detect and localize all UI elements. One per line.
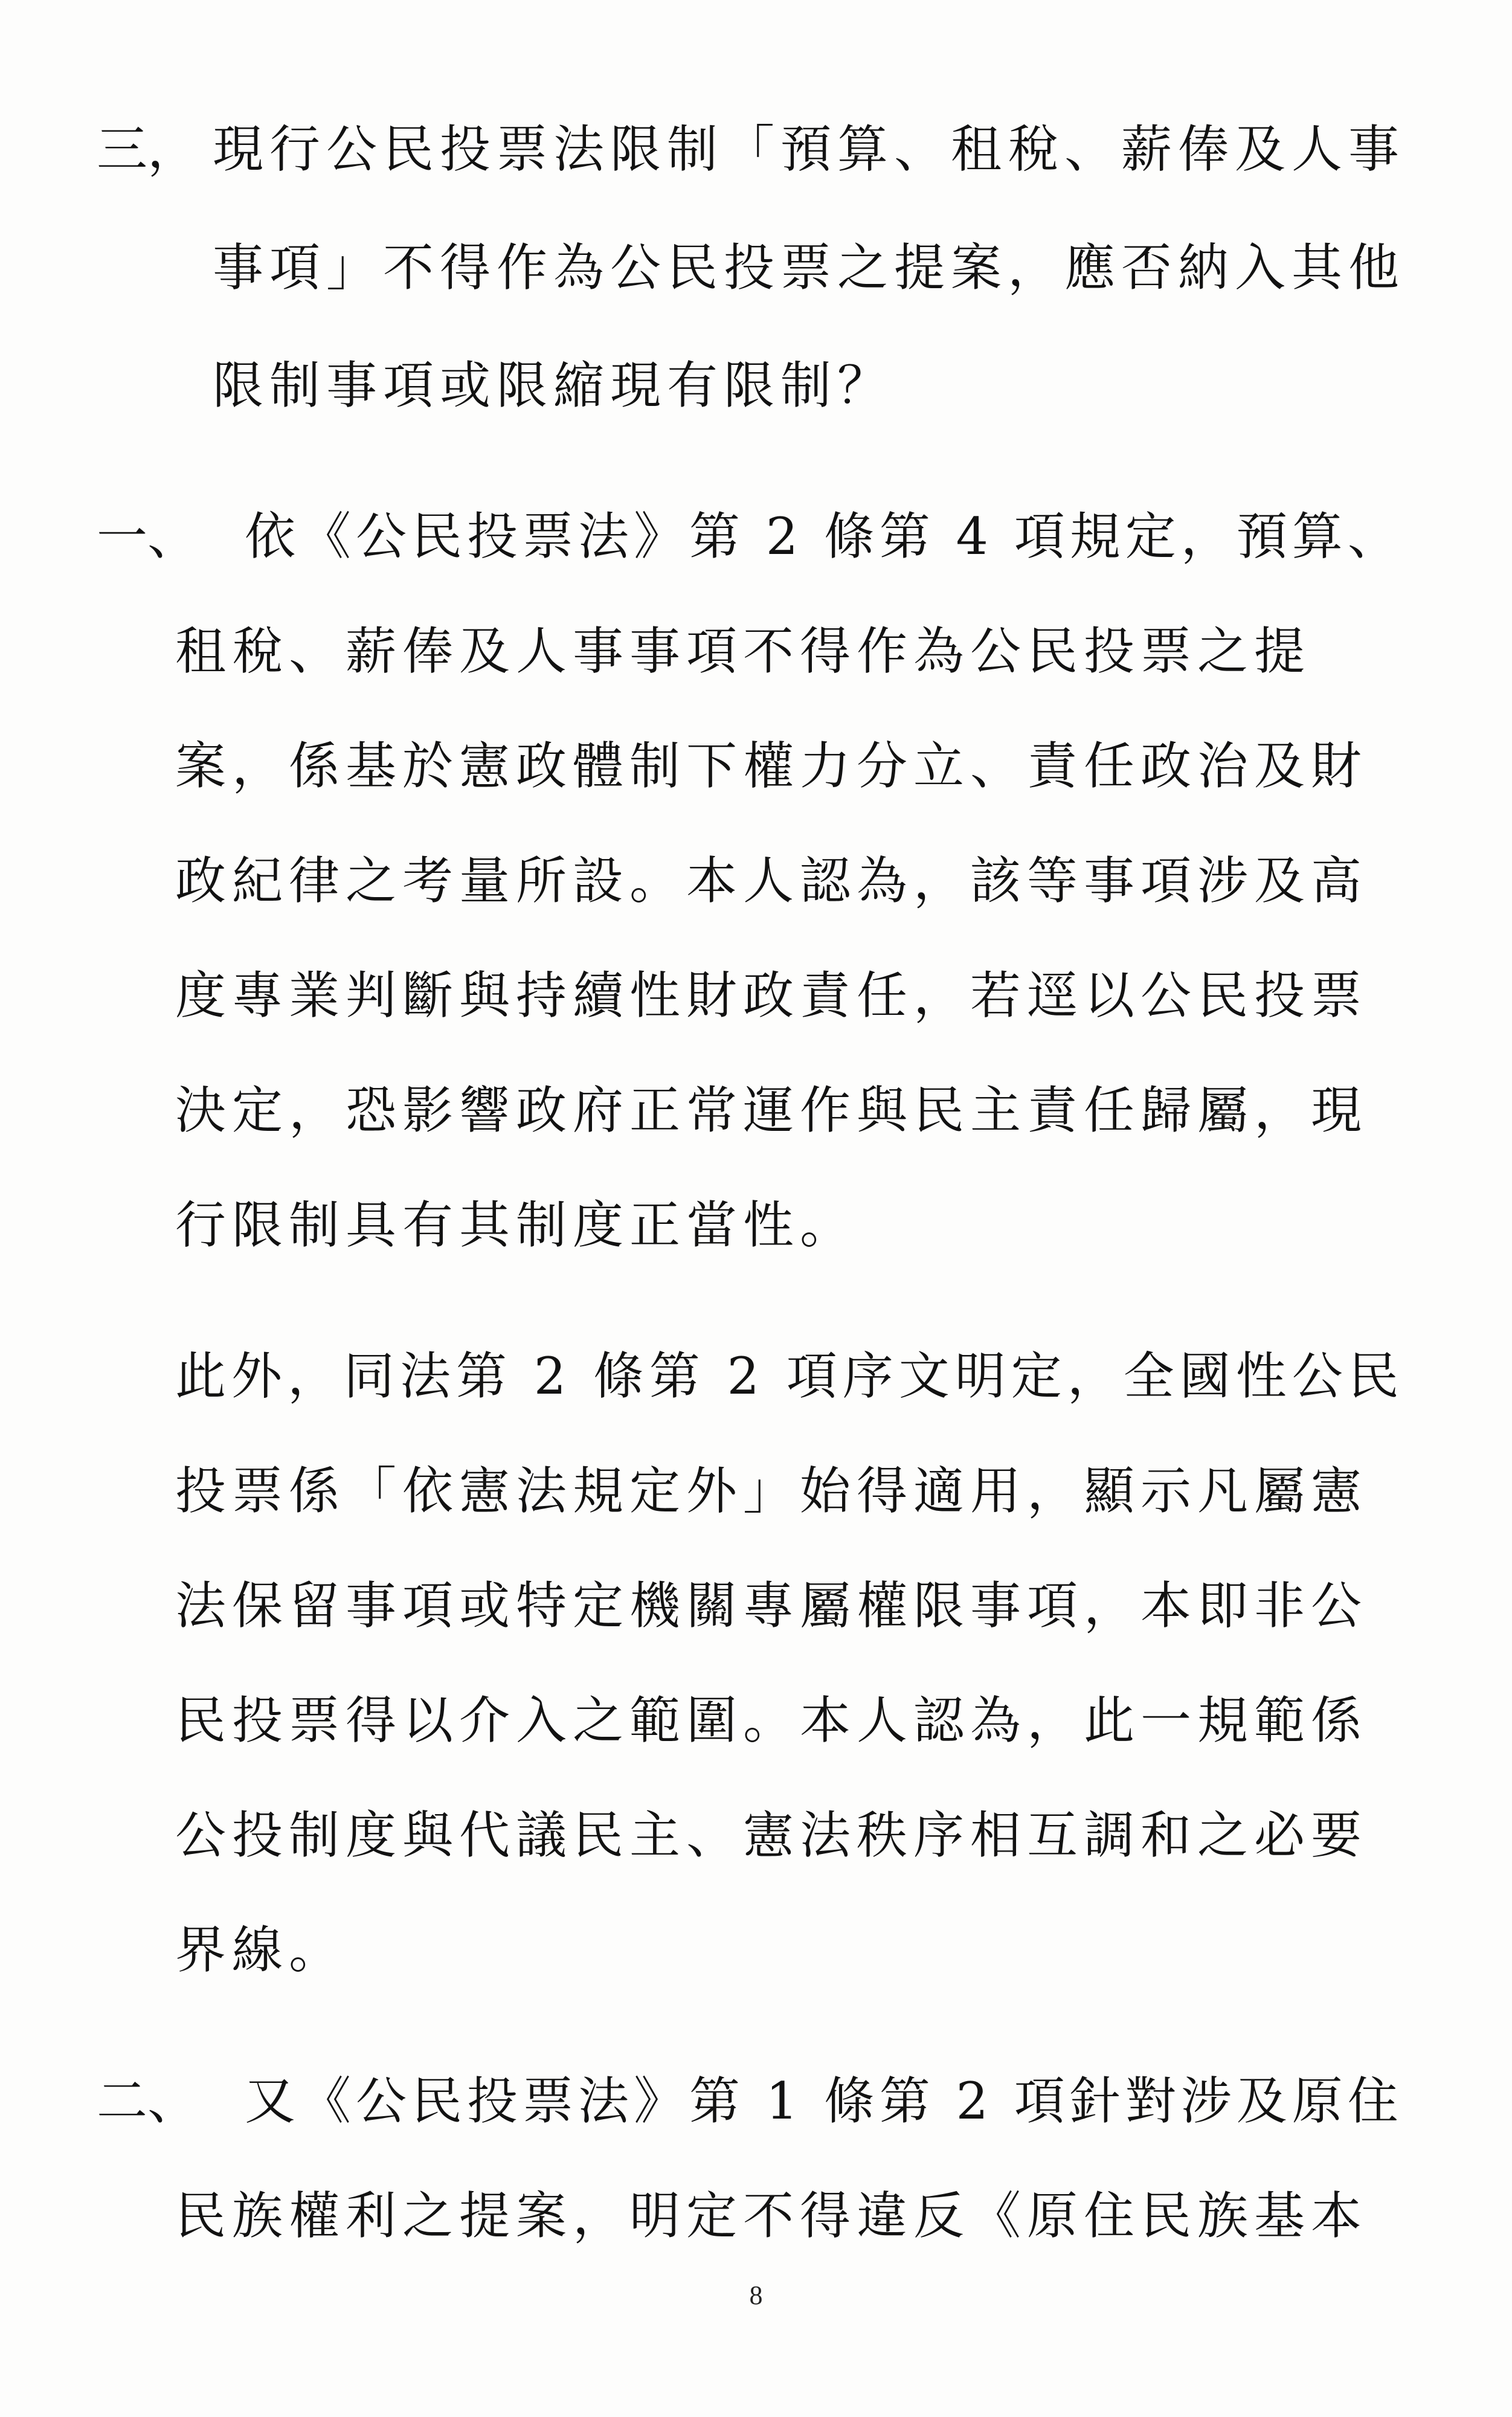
answer-one-cont-line-4: 民投票得以介入之範圍。本人認為，此一規範係 — [175, 1691, 1368, 1750]
question-marker: 三， — [97, 120, 199, 179]
question-line-3: 限制事項或限縮現有限制？ — [213, 356, 895, 415]
answer-one-line-7: 行限制具有其制度正當性。 — [175, 1196, 857, 1255]
answer-one-line-1: 依《公民投票法》第 2 條第 4 項規定，預算、 — [245, 507, 1403, 566]
answer-one-line-6: 決定，恐影響政府正常運作與民主責任歸屬，現 — [175, 1081, 1368, 1140]
answer-two-line-1: 又《公民投票法》第 1 條第 2 項針對涉及原住 — [245, 2071, 1403, 2131]
answer-one-cont-line-1: 此外，同法第 2 條第 2 項序文明定，全國性公民 — [175, 1347, 1404, 1406]
answer-two-line-2: 民族權利之提案，明定不得違反《原住民族基本 — [175, 2186, 1368, 2245]
answer-one-line-2: 租稅、薪俸及人事事項不得作為公民投票之提 — [175, 622, 1311, 681]
answer-one-line-3: 案，係基於憲政體制下權力分立、責任政治及財 — [175, 736, 1368, 796]
answer-one-line-4: 政紀律之考量所設。本人認為，該等事項涉及高 — [175, 851, 1368, 910]
page-number: 8 — [749, 2280, 763, 2310]
answer-two-marker: 二、 — [97, 2071, 199, 2131]
answer-one-line-5: 度專業判斷與持續性財政責任，若逕以公民投票 — [175, 966, 1368, 1025]
answer-one-cont-line-2: 投票係「依憲法規定外」始得適用，顯示凡屬憲 — [175, 1461, 1368, 1521]
question-line-2: 事項」不得作為公民投票之提案，應否納入其他 — [213, 238, 1406, 297]
answer-one-cont-line-5: 公投制度與代議民主、憲法秩序相互調和之必要 — [175, 1806, 1368, 1865]
answer-one-cont-line-3: 法保留事項或特定機關專屬權限事項，本即非公 — [175, 1576, 1368, 1635]
answer-one-cont-line-6: 界線。 — [175, 1920, 346, 1980]
question-line-1: 現行公民投票法限制「預算、租稅、薪俸及人事 — [213, 120, 1406, 179]
answer-one-marker: 一、 — [97, 507, 199, 566]
